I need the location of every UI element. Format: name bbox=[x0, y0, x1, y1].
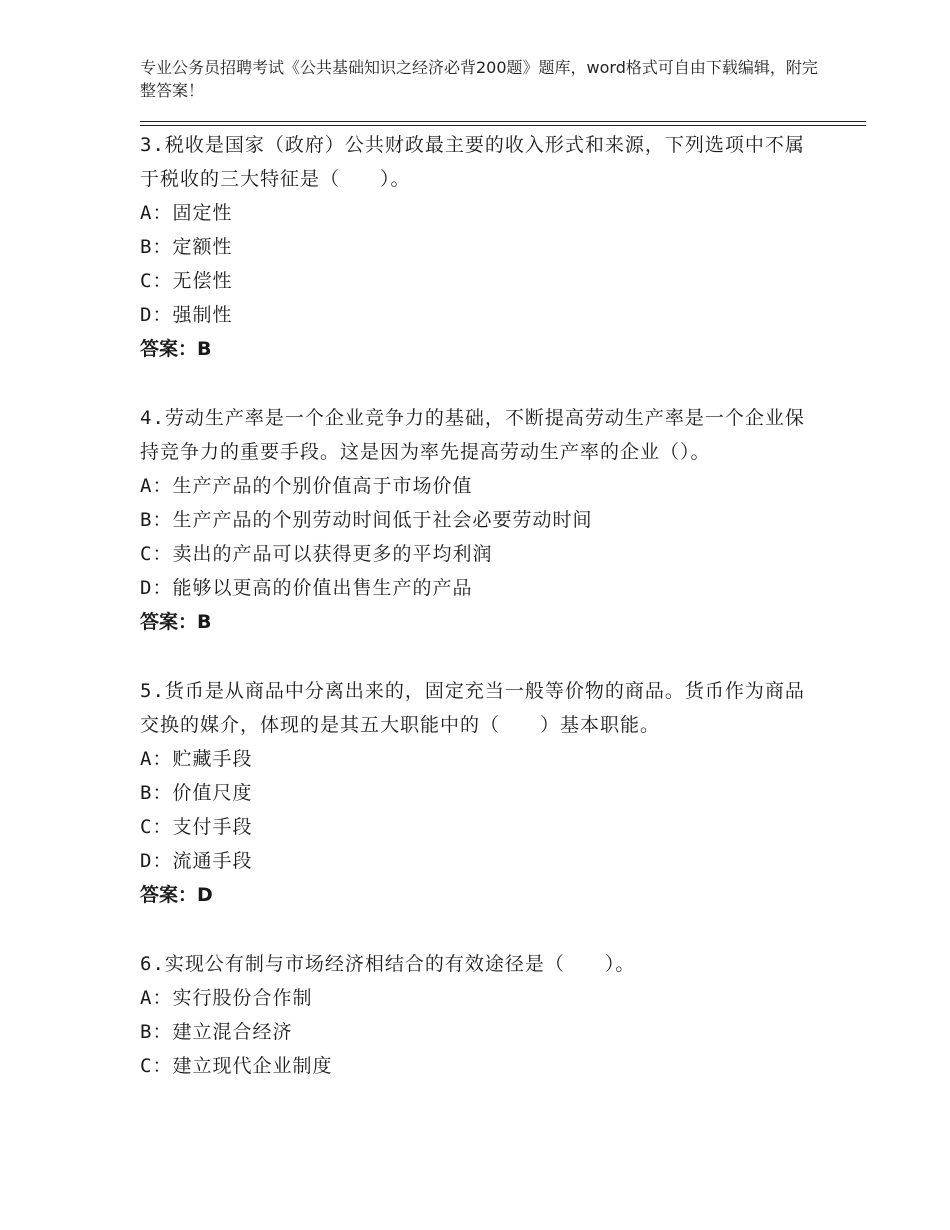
question-list bbox=[140, 127, 820, 1117]
option-b: B：生产产品的个别劳动时间低于社会必要劳动时间 bbox=[140, 509, 593, 531]
option-d: D：流通手段 bbox=[140, 850, 253, 872]
option-b: B：建立混合经济 bbox=[140, 1021, 293, 1043]
option-a: A：实行股份合作制 bbox=[140, 987, 313, 1009]
option-c: C：建立现代企业制度 bbox=[140, 1055, 333, 1077]
option-c: C：支付手段 bbox=[140, 816, 253, 838]
question-5 bbox=[140, 673, 820, 912]
option-c: C：卖出的产品可以获得更多的平均利润 bbox=[140, 543, 493, 565]
option-a: A：生产产品的个别价值高于市场价值 bbox=[140, 475, 473, 497]
option-d: D：强制性 bbox=[140, 304, 233, 326]
option-c: C：无偿性 bbox=[140, 270, 233, 292]
answer: 答案：B bbox=[140, 611, 212, 633]
document-header: 专业公务员招聘考试《公共基础知识之经济必背200题》题库，word格式可自由下载编辑，附完整答案！ bbox=[140, 58, 818, 100]
question-stem: 5.货币是从商品中分离出来的，固定充当一般等价物的商品。货币作为商品交换的媒介，体现的是其五大职能中的（ ）基本职能。 bbox=[140, 680, 805, 736]
option-b: B：价值尺度 bbox=[140, 782, 253, 804]
question-stem: 6.实现公有制与市场经济相结合的有效途径是（ ）。 bbox=[140, 953, 636, 975]
option-a: A：贮藏手段 bbox=[140, 748, 253, 770]
option-a: A：固定性 bbox=[140, 202, 233, 224]
question-stem: 4.劳动生产率是一个企业竞争力的基础，不断提高劳动生产率是一个企业保持竞争力的重要手段。这是因为率先提高劳动生产率的企业（）。 bbox=[140, 407, 805, 463]
question-4 bbox=[140, 400, 820, 639]
header-rule-bottom bbox=[140, 125, 866, 126]
question-6 bbox=[140, 946, 820, 1083]
option-d: D：能够以更高的价值出售生产的产品 bbox=[140, 577, 473, 599]
question-3 bbox=[140, 127, 820, 366]
answer: 答案：D bbox=[140, 884, 213, 906]
option-b: B：定额性 bbox=[140, 236, 233, 258]
question-stem: 3.税收是国家（政府）公共财政最主要的收入形式和来源，下列选项中不属于税收的三大特征是（ ）。 bbox=[140, 134, 805, 190]
header-rule-top bbox=[140, 121, 866, 122]
answer: 答案：B bbox=[140, 338, 212, 360]
